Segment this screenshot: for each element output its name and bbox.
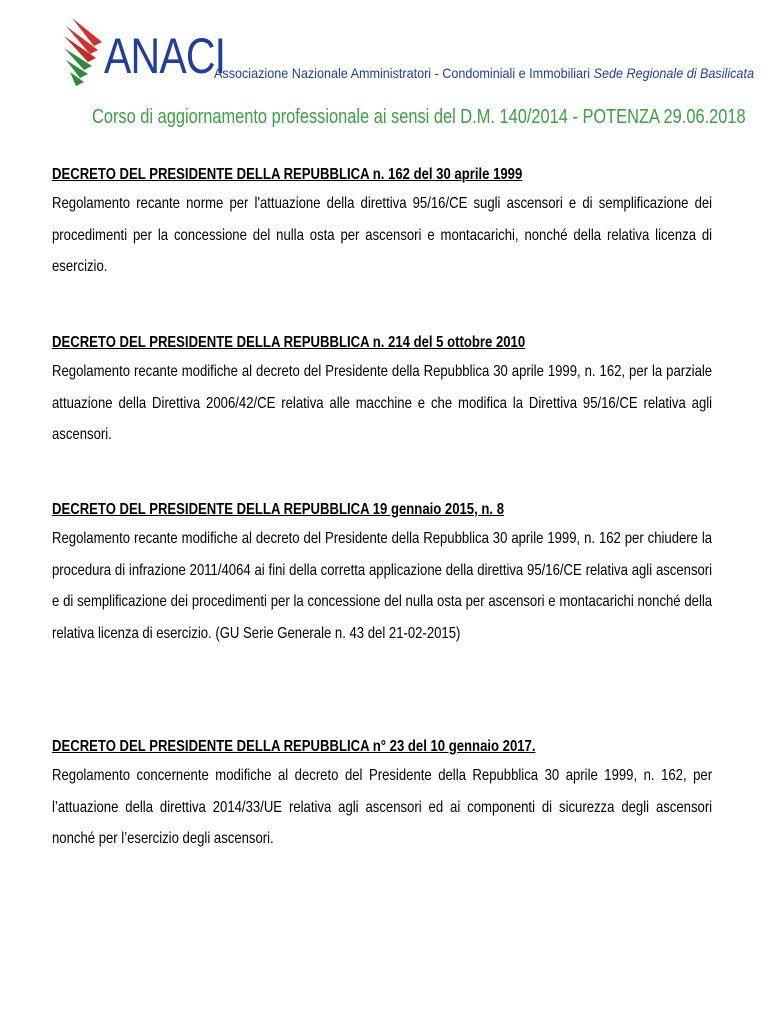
association-name: Associazione Nazionale Amministratori - Condominiali e Immobiliari (214, 65, 591, 81)
logo-wordmark: ANACI (104, 28, 226, 84)
course-subtitle: Corso di aggiornamento professionale ai sensi del D.M. 140/2014 - POTENZA 29.06.2018 (92, 106, 746, 128)
decree-description: Regolamento recante norme per l'attuazione della direttiva 95/16/CE sugli ascensori e di semplificazione dei procedimenti per la concessione del nulla osta per ascensori e montacarichi, nonché della relativa licenza di esercizio. (52, 195, 713, 275)
decree-title: DECRETO DEL PRESIDENTE DELLA REPUBBLICA n. 162 del 30 aprile 1999 (52, 166, 523, 183)
decree-section (52, 734, 712, 855)
decree-title: DECRETO DEL PRESIDENTE DELLA REPUBBLICA 19 gennaio 2015, n. 8 (52, 501, 504, 518)
anaci-logo-icon (62, 12, 108, 92)
regional-seat: Sede Regionale di Basilicata (593, 65, 754, 81)
decree-description: Regolamento concernente modifiche al decreto del Presidente della Repubblica 30 aprile 1999, n. 162, per l’attuazione della direttiva 2014/33/UE relativa agli ascensori ed ai componenti di sicurezza degli ascensori nonché per l’esercizio degli ascensori. (52, 767, 713, 847)
decree-title: DECRETO DEL PRESIDENTE DELLA REPUBBLICA n. 214 del 5 ottobre 2010 (52, 334, 526, 351)
decree-section (52, 497, 712, 649)
page-header (0, 0, 768, 140)
decree-section (52, 162, 712, 283)
association-line (214, 64, 754, 82)
decree-description: Regolamento recante modifiche al decreto del Presidente della Repubblica 30 aprile 1999, n. 162, per la parziale attuazione della Direttiva 2006/42/CE relativa alle macchine e che modifica la Direttiva 95/16/CE relativa agli ascensori. (52, 363, 713, 443)
decree-section (52, 330, 712, 451)
decree-description: Regolamento recante modifiche al decreto del Presidente della Repubblica 30 aprile 1999, n. 162 per chiudere la procedura di infrazione 2011/4064 ai fini della corretta applicazione della direttiva 95/16/CE relativa agli ascensori e di semplificazione dei procedimenti per la concessione del nulla osta per ascensori e montacarichi nonché della relativa licenza di esercizio. (GU Serie Generale n. 43 del 21-02-2015) (52, 530, 713, 642)
decree-title: DECRETO DEL PRESIDENTE DELLA REPUBBLICA n° 23 del 10 gennaio 2017. (52, 738, 536, 755)
